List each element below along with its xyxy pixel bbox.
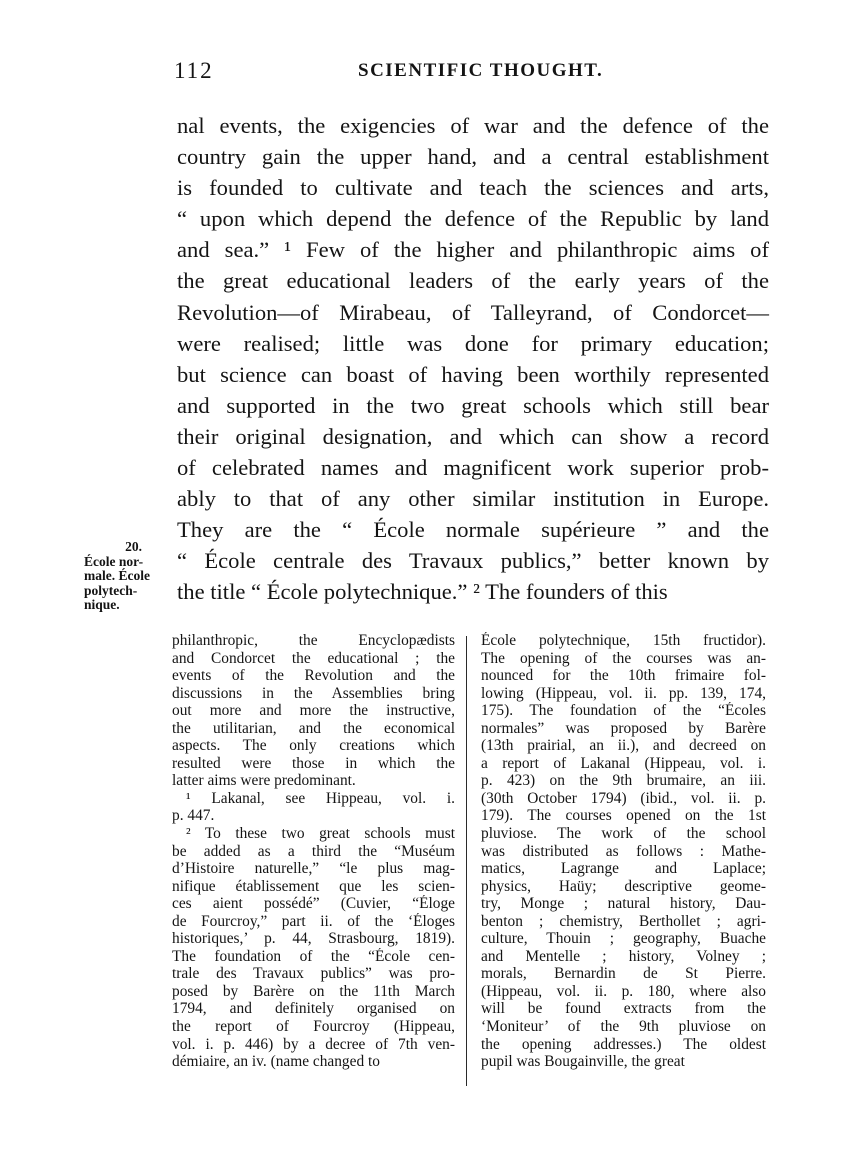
footnote-line: p. 447. <box>172 807 215 825</box>
footnote-line: benton ; chemistry, Berthollet ; agri- <box>481 912 766 930</box>
footnote-line: d’Histoire naturelle,” “le plus mag- <box>172 860 455 878</box>
footnote-line: lowing (Hippeau, vol. ii. pp. 139, 174, <box>481 684 766 702</box>
body-text <box>177 110 769 608</box>
footnote-line: de Fourcroy,” part ii. of the ‘Éloges <box>172 912 455 930</box>
body-line: the title “ École polytechnique.” ² The founders of this <box>177 579 668 605</box>
footnote-line: culture, Thouin ; geography, Buache <box>481 930 766 948</box>
marginal-note-number: 20. <box>125 539 142 554</box>
marginal-line: polytech- <box>84 582 138 598</box>
footnote-line: trale des Travaux publics” was pro- <box>172 965 455 983</box>
body-line: is founded to cultivate and teach the sciences and arts, <box>177 175 769 201</box>
footnote-line: and Condorcet the educational ; the <box>172 649 455 667</box>
footnote-line: aspects. The only creations which <box>172 737 455 755</box>
footnote-line: was distributed as follows : Mathe- <box>481 842 766 860</box>
body-line: but science can boast of having been worthily represented <box>177 361 769 387</box>
footnote-line: (30th October 1794) (ibid., vol. ii. p. <box>481 789 766 807</box>
footnote-line: events of the Revolution and the <box>172 667 455 685</box>
page-number: 112 <box>174 58 214 83</box>
footnote-line: be added as a third the “Muséum <box>172 842 455 860</box>
footnote-line: p. 423) on the 9th brumaire, an iii. <box>481 772 766 790</box>
footnote-line: 179). The courses opened on the 1st <box>481 807 766 825</box>
footnote-line: The opening of the courses was an- <box>481 649 766 667</box>
footnote-line: physics, Haüy; descriptive geome- <box>481 877 766 895</box>
body-line: “ upon which depend the defence of the Republic by land <box>177 206 769 232</box>
body-line: their original designation, and which can show a record <box>177 423 769 449</box>
footnote-line: normales” was proposed by Barère <box>481 719 766 737</box>
footnote-line: (Hippeau, vol. ii. p. 180, where also <box>481 982 766 1000</box>
body-line: country gain the upper hand, and a central establishment <box>177 144 769 170</box>
footnote-line: will be found extracts from the <box>481 1000 766 1018</box>
body-line: Revolution—of Mirabeau, of Talleyrand, of Condorcet— <box>177 299 769 325</box>
footnote-line: (13th prairial, an ii.), and decreed on <box>481 737 766 755</box>
footnote-line: matics, Lagrange and Laplace; <box>481 860 766 878</box>
footnote-line: École polytechnique, 15th fructidor). <box>481 632 766 649</box>
footnote-line: out more and more the instructive, <box>172 702 455 720</box>
footnote-line: and Mentelle ; history, Volney ; <box>481 947 766 965</box>
footnote-line: latter aims were predominant. <box>172 772 356 790</box>
body-line: ably to that of any other similar institution in Europe. <box>177 486 769 512</box>
footnote-line: ces aient possédé” (Cuvier, “Éloge <box>172 895 455 913</box>
footnote-line: morals, Bernardin de St Pierre. <box>481 965 766 983</box>
footnote-line: discussions in the Assemblies bring <box>172 684 455 702</box>
marginal-line: male. École <box>84 568 150 583</box>
footnote-line: posed by Barère on the 11th March <box>172 982 455 1000</box>
footnote-line: pupil was Bougainville, the great <box>481 1053 685 1071</box>
body-line: and supported in the two great schools which still bear <box>177 392 769 418</box>
footnote-line: vol. i. p. 446) by a decree of 7th ven- <box>172 1035 455 1053</box>
footnote-line: the report of Fourcroy (Hippeau, <box>172 1018 455 1036</box>
body-line: were realised; little was done for primary education; <box>177 330 769 356</box>
body-line: of celebrated names and magnificent work superior prob- <box>177 455 769 481</box>
footnotes-left-column <box>172 632 455 1071</box>
footnote-line: the opening addresses.) The oldest <box>481 1035 766 1053</box>
running-title: SCIENTIFIC THOUGHT. <box>358 60 604 81</box>
footnote-line: 1794, and definitely organised on <box>172 1000 455 1018</box>
footnotes-right-column <box>481 632 766 1071</box>
footnote-line: resulted were those in which the <box>172 754 455 772</box>
footnote-line: nounced for the 10th frimaire fol- <box>481 667 766 685</box>
marginal-line: nique. <box>84 597 120 612</box>
body-line: “ École centrale des Travaux publics,” better known by <box>177 548 769 574</box>
body-line: and sea.” ¹ Few of the higher and philanthropic aims of <box>177 237 769 263</box>
footnote-line: nifique établissement que les scien- <box>172 877 455 895</box>
column-divider <box>466 636 467 1086</box>
footnote-line: 175). The foundation of the “Écoles <box>481 702 766 720</box>
footnote-line: The foundation of the “École cen- <box>172 947 455 965</box>
footnote-line: ¹ Lakanal, see Hippeau, vol. i. <box>186 789 455 807</box>
body-line: They are the “ École normale supérieure ” and the <box>177 517 769 543</box>
body-line: nal events, the exigencies of war and the defence of the <box>177 113 769 138</box>
footnote-line: try, Monge ; natural history, Dau- <box>481 895 766 913</box>
body-line: the great educational leaders of the early years of the <box>177 268 769 294</box>
page-header <box>170 58 770 92</box>
marginal-line: École nor- <box>84 553 144 569</box>
marginal-note <box>84 540 170 613</box>
footnote-line: démiaire, an iv. (name changed to <box>172 1053 380 1071</box>
footnote-line: ‘Moniteur’ of the 9th pluviose on <box>481 1018 766 1036</box>
footnote-line: a report of Lakanal (Hippeau, vol. i. <box>481 754 766 772</box>
footnote-line: philanthropic, the Encyclopædists <box>172 632 455 649</box>
footnote-line: historiques,’ p. 44, Strasbourg, 1819). <box>172 930 455 948</box>
footnote-line: ² To these two great schools must <box>186 825 455 843</box>
footnote-line: pluviose. The work of the school <box>481 825 766 843</box>
footnote-line: the utilitarian, and the economical <box>172 719 455 737</box>
